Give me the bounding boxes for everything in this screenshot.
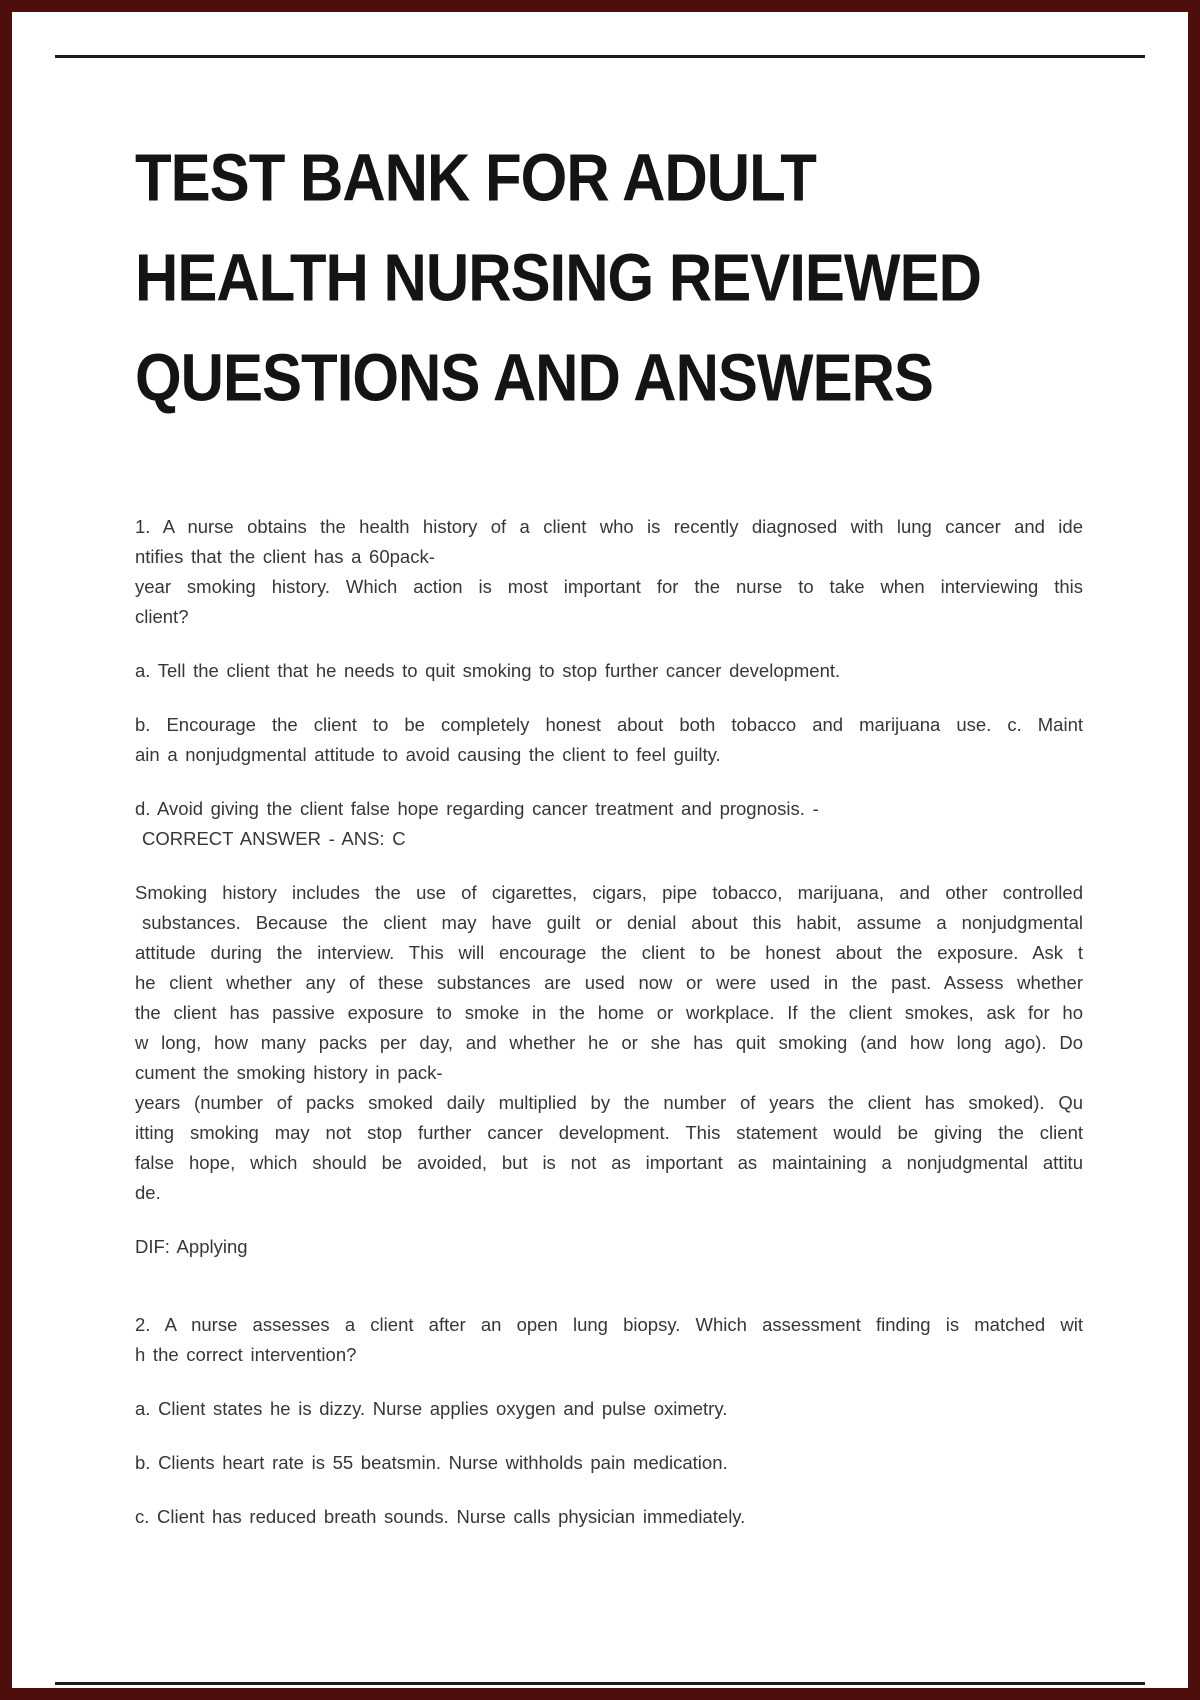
q2-option-a	[135, 1394, 1083, 1424]
q1-option-d-and-answer	[135, 794, 1083, 854]
q2-option-a-line: a. Client states he is dizzy. Nurse applies oxygen and pulse oximetry.	[135, 1398, 728, 1419]
q1-rationale	[135, 878, 1083, 1208]
q1-rationale-line: false hope, which should be avoided, but is not as important as maintaining a nonjudgmental attitu	[135, 1152, 1083, 1173]
question-1-line: ntifies that the client has a 60pack-	[135, 546, 435, 567]
q1-rationale-line: the client has passive exposure to smoke in the home or workplace. If the client smokes, ask for ho	[135, 1002, 1083, 1023]
q2-option-b-line: b. Clients heart rate is 55 beatsmin. Nurse withholds pain medication.	[135, 1452, 728, 1473]
document-body	[135, 512, 1083, 1556]
q1-dif	[135, 1232, 1083, 1262]
q1-rationale-line: cument the smoking history in pack-	[135, 1062, 443, 1083]
q1-rationale-line: substances. Because the client may have guilt or denial about this habit, assume a nonjudgmental	[142, 912, 1083, 933]
question-2-line: 2. A nurse assesses a client after an open lung biopsy. Which assessment finding is matched wit	[135, 1314, 1083, 1335]
q1-rationale-line: he client whether any of these substances are used now or were used in the past. Assess whether	[135, 972, 1083, 993]
question-2	[135, 1310, 1083, 1370]
question-1-line: 1. A nurse obtains the health history of a client who is recently diagnosed with lung cancer and ide	[135, 516, 1083, 537]
q1-rationale-line: attitude during the interview. This will encourage the client to be honest about the exposure. Ask t	[135, 942, 1083, 963]
q1-rationale-line: de.	[135, 1182, 161, 1203]
q1-rationale-line: Smoking history includes the use of cigarettes, cigars, pipe tobacco, marijuana, and other controlled	[135, 882, 1083, 903]
top-horizontal-rule	[55, 55, 1145, 58]
question-1-line: client?	[135, 606, 189, 627]
q1-option-b-c	[135, 710, 1083, 770]
bottom-horizontal-rule	[55, 1682, 1145, 1685]
q1-rationale-line: w long, how many packs per day, and whether he or she has quit smoking (and how long ago). Do	[135, 1032, 1083, 1053]
q1-rationale-line: itting smoking may not stop further cancer development. This statement would be giving the client	[135, 1122, 1083, 1143]
q1-option-a-line: a. Tell the client that he needs to quit smoking to stop further cancer development.	[135, 660, 841, 681]
q1-option-b-c-line: b. Encourage the client to be completely honest about both tobacco and marijuana use. c. Maint	[135, 714, 1083, 735]
q2-option-c	[135, 1502, 1083, 1532]
q1-rationale-line: years (number of packs smoked daily multiplied by the number of years the client has smoked). Qu	[135, 1092, 1083, 1113]
question-1	[135, 512, 1083, 632]
q1-option-d-and-answer-line: CORRECT ANSWER - ANS: C	[142, 828, 406, 849]
q1-dif-line: DIF: Applying	[135, 1236, 248, 1257]
question-1-line: year smoking history. Which action is most important for the nurse to take when interviewing this	[135, 576, 1083, 597]
page-title-line-2: HEALTH NURSING REVIEWED	[135, 239, 981, 315]
page-title-line-1: TEST BANK FOR ADULT	[135, 139, 816, 215]
page-title	[135, 128, 1095, 428]
q1-option-b-c-line: ain a nonjudgmental attitude to avoid causing the client to feel guilty.	[135, 744, 721, 765]
q2-option-c-line: c. Client has reduced breath sounds. Nurse calls physician immediately.	[135, 1506, 746, 1527]
q2-option-b	[135, 1448, 1083, 1478]
q1-option-d-and-answer-line: d. Avoid giving the client false hope regarding cancer treatment and prognosis. -	[135, 798, 819, 819]
page-title-line-3: QUESTIONS AND ANSWERS	[135, 339, 933, 415]
question-2-line: h the correct intervention?	[135, 1344, 357, 1365]
q1-option-a	[135, 656, 1083, 686]
